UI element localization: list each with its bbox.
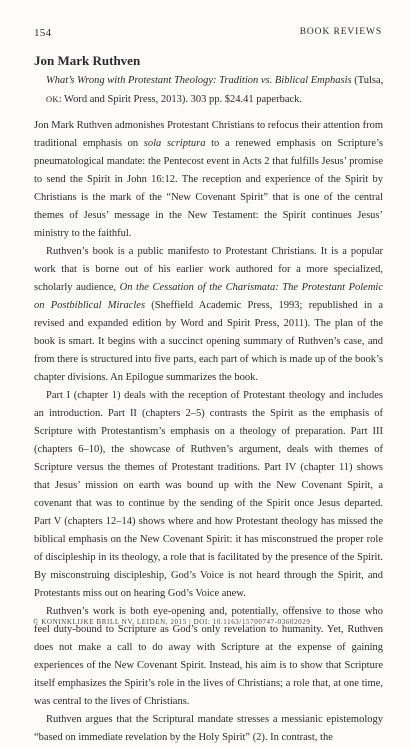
roman-numeral-4: IV — [285, 462, 297, 473]
publisher-info: (Tulsa, — [351, 75, 384, 86]
paragraph-1-emphasis: sola scriptura — [143, 138, 206, 149]
paragraph-3-part-1: Part — [46, 390, 67, 401]
review-body — [34, 117, 383, 747]
paragraph-2-text-a: Ruthven’s book is a public manifesto to Protestant Christians. It is a popular work that is borne out of his earlier work authored for a more specialized, scholarly audience, — [34, 246, 383, 293]
paragraph-1 — [34, 117, 383, 243]
paragraph-3-run-5: (chapters 12–14) shows where and how Protestant theology has missed the biblical emphasis on the New Covenant Spirit: it has misconstrued the proper role of discipleship in its theology, a role that is facilitated by the presence of the Spirit. By misconstruing discipleship, God’s Voice is not heard through the Spirit, and Protestants miss out on hearing God’s Voice anew. — [34, 516, 383, 599]
paragraph-5: Ruthven argues that the Scriptural mandate stresses a messianic epistemology “based on immediate revelation by the Holy Spirit” (2). In contrast, the — [34, 714, 383, 743]
running-header: BOOK REVIEWS — [299, 27, 382, 37]
page-number: 154 — [34, 27, 52, 39]
paragraph-2-book-title: On the Cessation of the Charismata: The Protestant Polemic on Postbiblical Miracles — [34, 282, 383, 311]
paragraph-3-run-1: (chapter 1) deals with the reception of Protestant theology and includes an introduction. Part — [34, 390, 383, 419]
paragraph-3 — [34, 387, 383, 603]
paragraph-2 — [34, 243, 383, 387]
paragraph-2-text-b: (Sheffield Academic Press, 1993; republished in a revised and expanded edition by Word and Spirit Press, 2011). The plan of the book is smart. It begins with a succinct opening summary of Ruthven’s case, and from there is structured into five parts, each part of which is made up of the book’s chapter divisions. An Epilogue summarizes the book. — [34, 300, 383, 383]
paragraph-3-run-3: (chapters 6–10), the showcase of Ruthven’s argument, deals with themes of Scripture versus the themes of Protestant traditions. Part — [34, 444, 383, 473]
roman-numeral-2: II — [129, 408, 137, 419]
publisher-state: OK — [46, 94, 59, 104]
paragraph-4: Ruthven’s work is both eye-opening and, potentially, offensive to those who feel duty-bound to Scripture as God’s only revelation to humanity. Yet, Ruthven does not make a call to do away with Scripture at the expense of gaining experiences of the New Covenant Spirit. Instead, his aim is to show that Scripture itself emphasizes the Spirit’s role in the lives of Christians; a role that, at one time, was central to the lives of Christians. — [34, 606, 383, 707]
roman-numeral-3: III — [372, 426, 383, 437]
book-title: What’s Wrong with Protestant Theology: Tradition vs. Biblical Emphasis — [46, 75, 352, 86]
paragraph-1-text-a: Jon Mark Ruthven admonishes Protestant Christians to refocus their attention from traditional emphasis on — [34, 120, 383, 149]
paragraph-3-run-2: (chapters 2–5) contrasts the Spirit as the emphasis of Scripture with Protestantism’s emphasis on a theology of preparation. Part — [34, 408, 383, 437]
review-author: Jon Mark Ruthven — [34, 53, 141, 68]
roman-numeral-1: I — [66, 390, 71, 401]
roman-numeral-5: V — [53, 516, 62, 527]
publisher-info-rest: : Word and Spirit Press, 2013). 303 pp. $24.41 paperback. — [58, 94, 303, 105]
book-citation — [46, 72, 386, 109]
copyright-footer: © KONINKLIJKE BRILL NV, LEIDEN, 2015 | DOI: 10.1163/15700747-03602029 — [33, 618, 311, 626]
paragraph-3-run-4: (chapter 11) shows that Jesus’ mission on earth was bound up with the New Covenant Spirit, a covenant that was to continue by the sending of the Spirit once Jesus departed. Part — [34, 462, 383, 527]
paragraph-1-text-b: to a renewed emphasis on Scripture’s pneumatological mandate: the Pentecost event in Acts 2 that fulfills Jesus’ promise to send the Spirit in John 16:12. The reception and experience of the Spirit by Christians is the mark of the “New Covenant Spirit” that is one of the central themes of Jesus’ message in the New Testament: the Spirit continues Jesus’ ministry to the faithful. — [34, 138, 383, 239]
